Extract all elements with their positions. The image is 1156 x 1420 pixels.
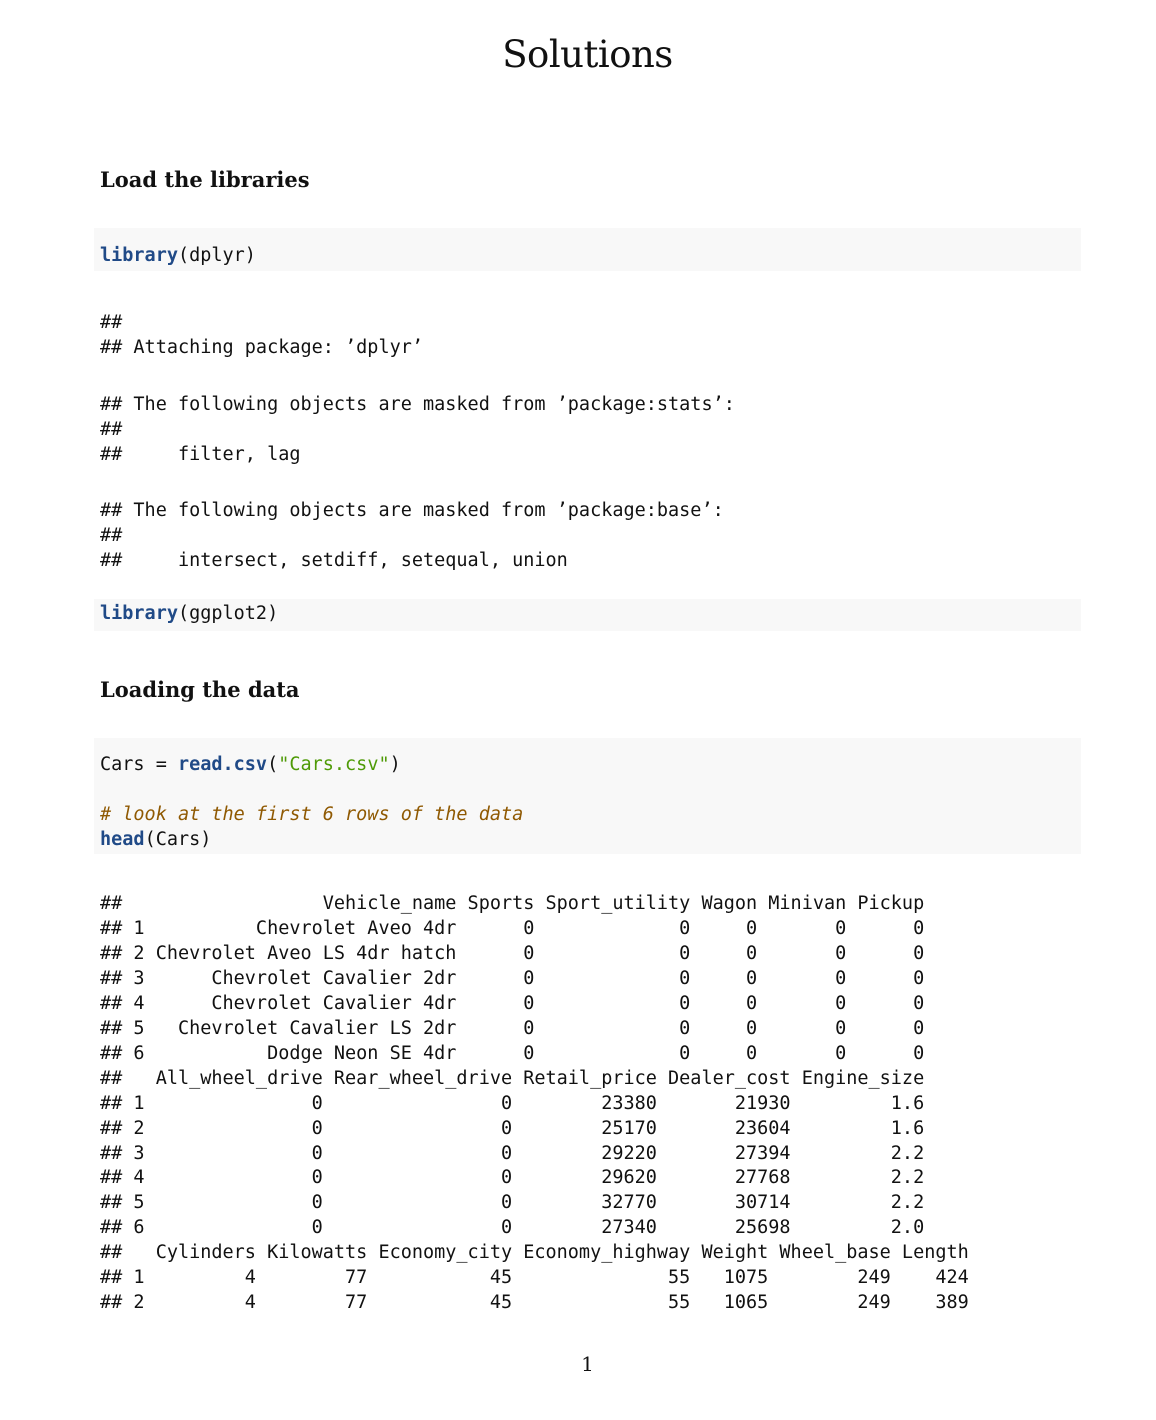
function-args: (ggplot2) <box>177 603 279 624</box>
output-line: ## Vehicle_name Sports Sport_utility Wagon Minivan Pickup <box>100 893 925 914</box>
output-line: ## 6 Dodge Neon SE 4dr 0 0 0 0 0 <box>100 1043 925 1064</box>
output-line: ## 4 Chevrolet Cavalier 4dr 0 0 0 0 0 <box>100 993 925 1014</box>
function-args: (Cars) <box>144 829 212 850</box>
output-line: ## filter, lag <box>100 444 301 465</box>
code-line-read-csv <box>100 752 401 777</box>
function-args: (dplyr) <box>177 245 256 266</box>
section-heading-loading-data: Loading the data <box>100 677 300 702</box>
function-name: library <box>100 245 178 266</box>
output-line: ## 5 0 0 32770 30714 2.2 <box>100 1192 925 1213</box>
output-line: ## The following objects are masked from ’package:base’: <box>100 500 724 521</box>
function-name: read.csv <box>177 754 268 775</box>
paren-close: ) <box>389 754 401 775</box>
function-name: head <box>100 829 145 850</box>
output-line: ## Attaching package: ’dplyr’ <box>100 337 424 358</box>
output-line: ## 2 4 77 45 55 1065 249 389 <box>100 1292 969 1313</box>
output-line: ## The following objects are masked from ’package:stats’: <box>100 394 735 415</box>
code-line-library-dplyr <box>100 243 256 268</box>
code-line-library-ggplot2 <box>100 601 278 626</box>
code-comment: # look at the first 6 rows of the data <box>100 804 524 825</box>
output-line: ## 4 0 0 29620 27768 2.2 <box>100 1167 925 1188</box>
output-line: ## <box>100 419 123 440</box>
output-line: ## 5 Chevrolet Cavalier LS 2dr 0 0 0 0 0 <box>100 1018 925 1039</box>
output-line: ## Cylinders Kilowatts Economy_city Economy_highway Weight Wheel_base Length <box>100 1242 969 1263</box>
output-line: ## <box>100 312 123 333</box>
output-line: ## 3 0 0 29220 27394 2.2 <box>100 1143 925 1164</box>
output-line: ## 1 0 0 23380 21930 1.6 <box>100 1093 925 1114</box>
page-number: 1 <box>581 1352 594 1376</box>
output-line: ## 2 Chevrolet Aveo LS 4dr hatch 0 0 0 0 0 <box>100 943 925 964</box>
output-line: ## 3 Chevrolet Cavalier 2dr 0 0 0 0 0 <box>100 968 925 989</box>
output-line: ## intersect, setdiff, setequal, union <box>100 550 568 571</box>
section-heading-load-libraries: Load the libraries <box>100 167 310 192</box>
output-line: ## 2 0 0 25170 23604 1.6 <box>100 1118 925 1139</box>
assignment-lhs: Cars = <box>100 754 178 775</box>
function-name: library <box>100 603 178 624</box>
paren-open: ( <box>267 754 279 775</box>
output-line: ## <box>100 525 123 546</box>
output-line: ## 1 4 77 45 55 1075 249 424 <box>100 1267 969 1288</box>
document-title: Solutions <box>502 33 673 76</box>
output-line: ## 6 0 0 27340 25698 2.0 <box>100 1217 925 1238</box>
code-line-head <box>100 827 211 852</box>
output-line: ## All_wheel_drive Rear_wheel_drive Retail_price Dealer_cost Engine_size <box>100 1068 925 1089</box>
output-line: ## 1 Chevrolet Aveo 4dr 0 0 0 0 0 <box>100 918 925 939</box>
string-literal: "Cars.csv" <box>278 754 390 775</box>
